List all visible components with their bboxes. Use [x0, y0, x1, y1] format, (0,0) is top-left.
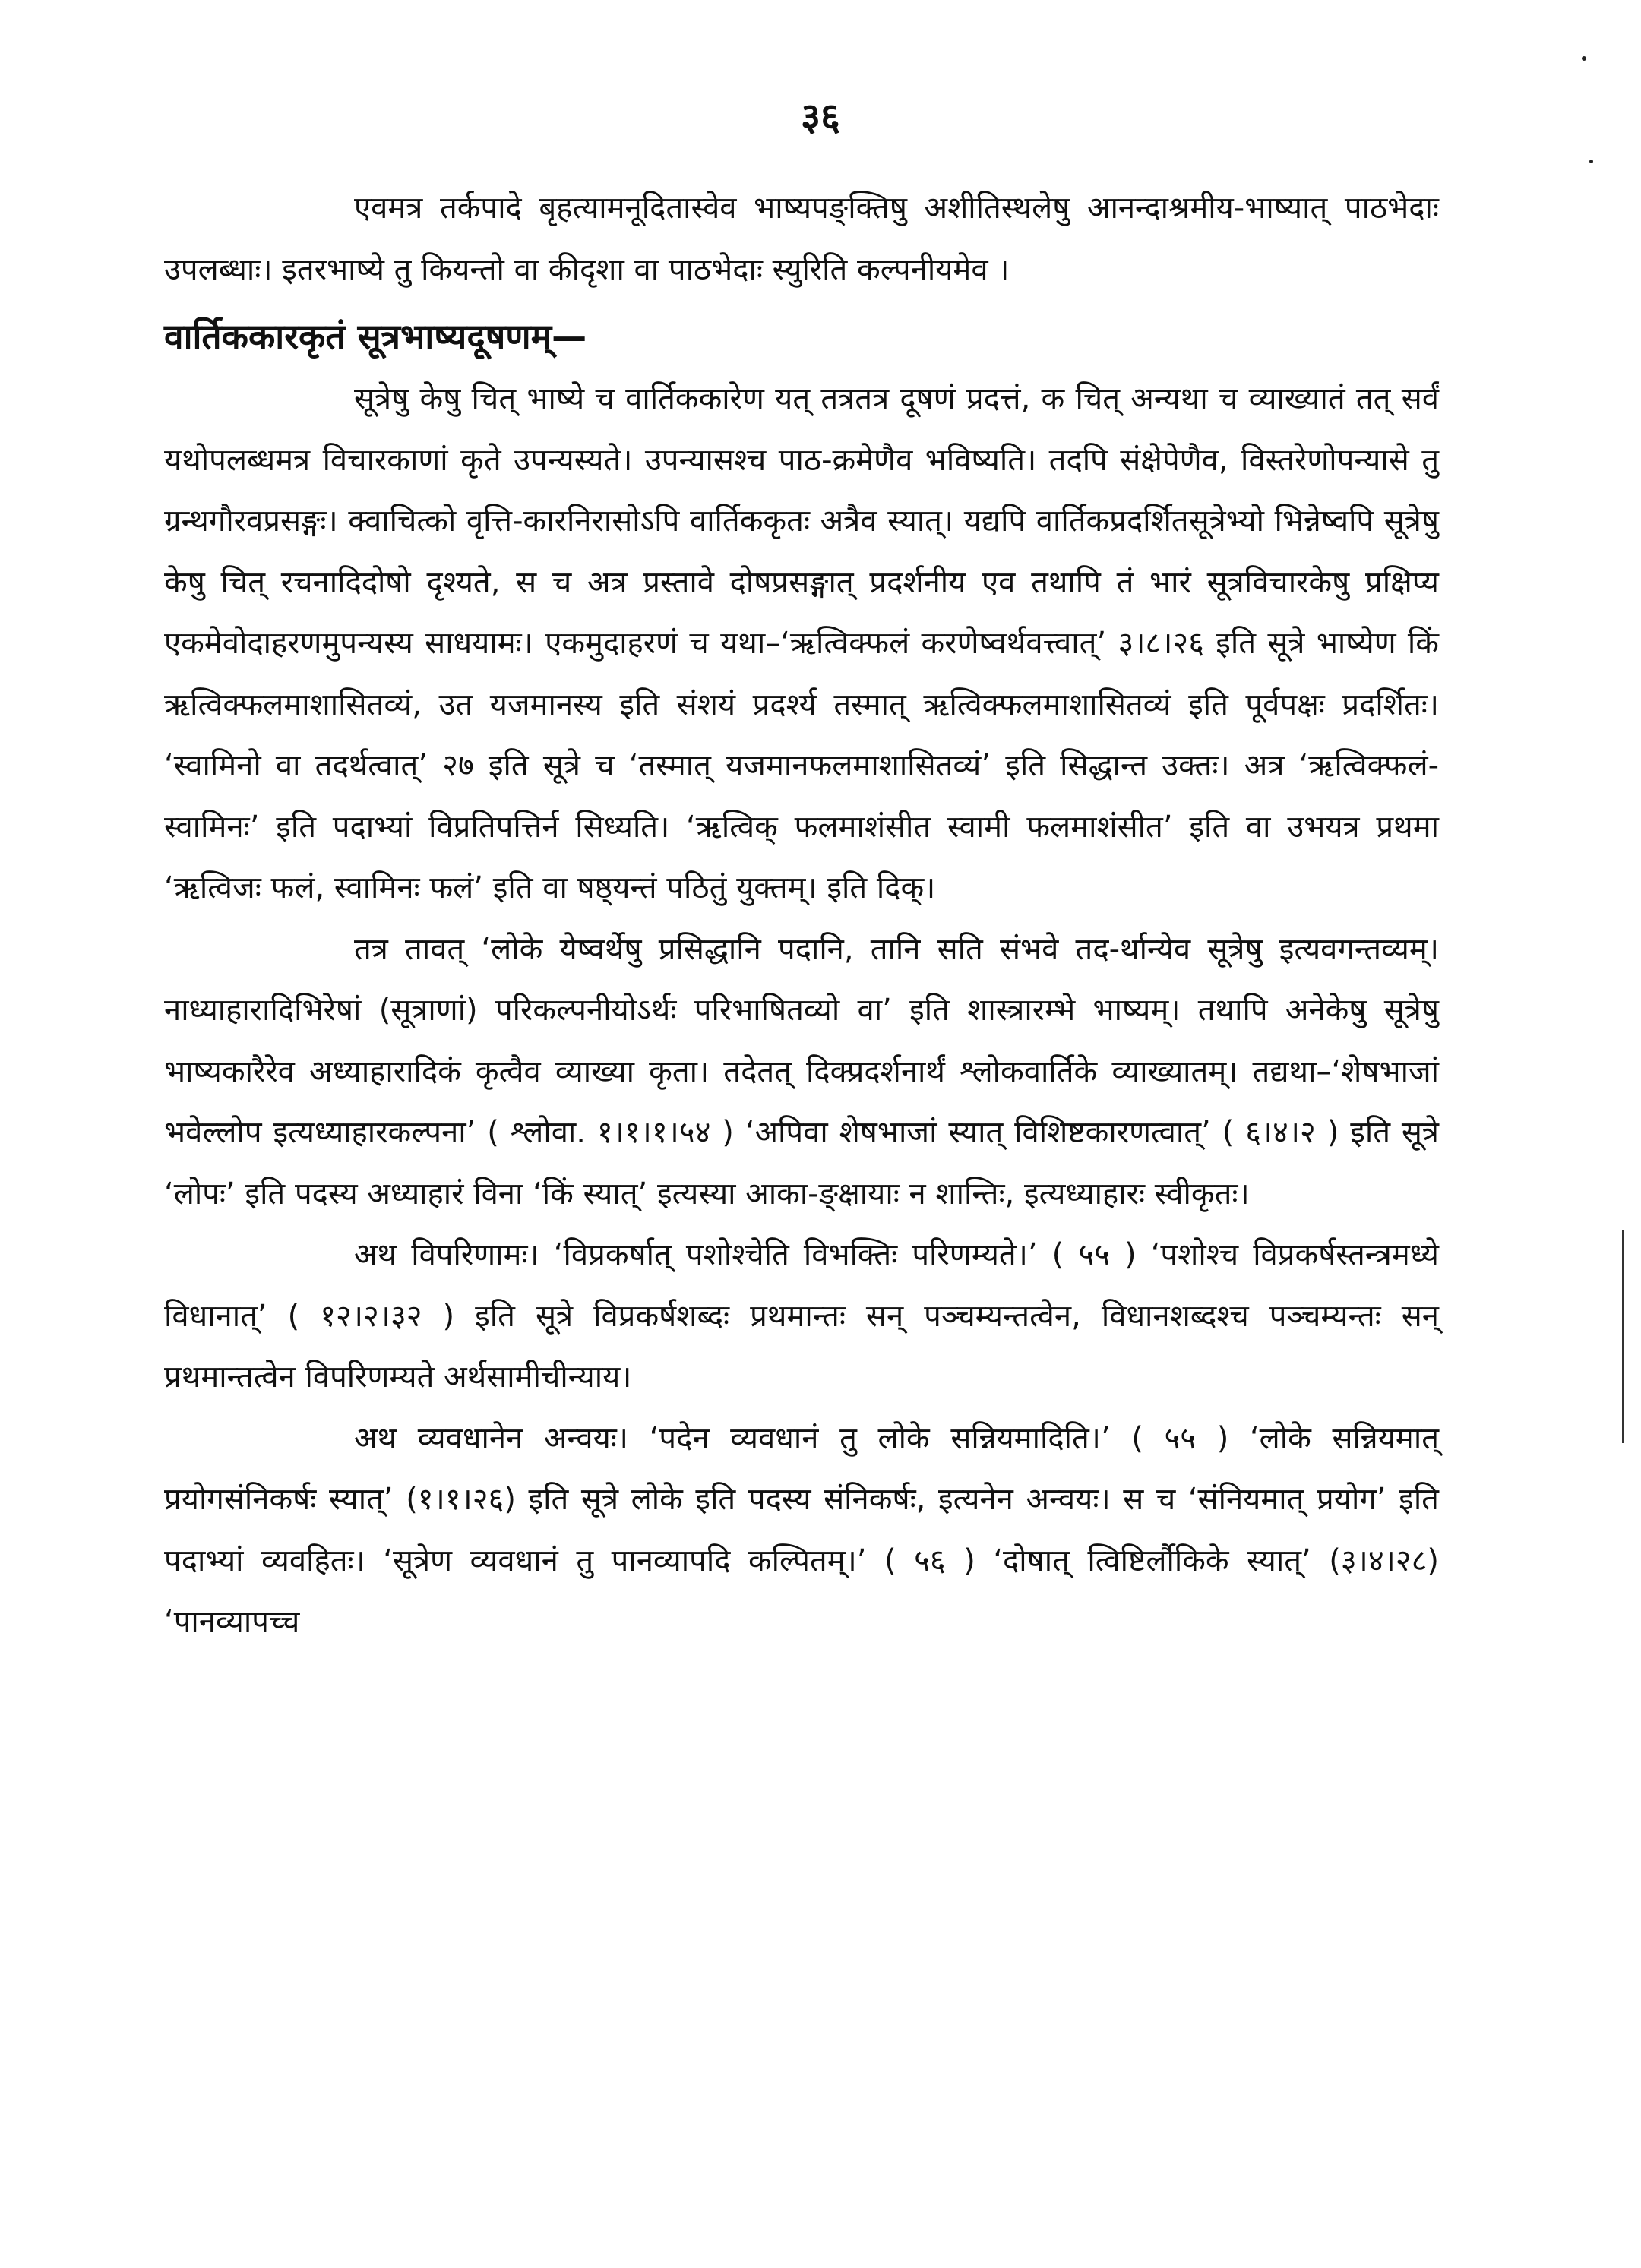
margin-scan-line: [1622, 1230, 1624, 1443]
paragraph-adhyahara: तत्र तावत् ‘लोके येष्वर्थेषु प्रसिद्धानि पदानि, तानि सति संभवे तद-र्थान्येव सूत्रेषु इत्यवगन्तव्यम्। नाध्याहारादिभिरेषां (सूत्राणां) परिकल्पनीयोऽर्थः परिभाषितव्यो वा’ इति शास्त्रारम्भे भाष्यम्। तथापि अनेकेषु सूत्रेषु भाष्यकारैरेव अध्याहारादिकं कृत्वैव व्याख्या कृता। तदेतत् दिक्प्रदर्शनार्थं श्लोकवार्तिके व्याख्यातम्। तद्यथा–‘शेषभाजां भवेल्लोप इत्यध्याहारकल्पना’ ( श्लोवा. १।१।१।५४ ) ‘अपिवा शेषभाजां स्यात् विशिष्टकारणत्वात्’ ( ६।४।२ ) इति सूत्रे ‘लोपः’ इति पदस्य अध्याहारं विना ‘किं स्यात्’ इत्यस्या आका-ङ्क्षायाः न शान्तिः, इत्यध्याहारः स्वीकृतः।: [164, 931, 1439, 1211]
page-number: ३६: [801, 95, 840, 139]
scan-speck: [1582, 56, 1586, 61]
page-body: [164, 178, 1439, 1653]
section-heading: वार्तिककारकृतं सूत्रभाष्यदूषणम्—: [164, 316, 587, 357]
paragraph-varttika-criticism: सूत्रेषु केषु चित् भाष्ये च वार्तिककारेण यत् तत्रतत्र दूषणं प्रदत्तं, क चित् अन्यथा च व्याख्यातं तत् सर्वं यथोपलब्धमत्र विचारकाणां कृते उपन्यस्यते। उपन्यासश्च पाठ-क्रमेणैव भविष्यति। तदपि संक्षेपेणैव, विस्तरेणोपन्यासे तु ग्रन्थगौरवप्रसङ्गः। क्वाचित्को वृत्ति-कारनिरासोऽपि वार्तिककृतः अत्रैव स्यात्। यद्यपि वार्तिकप्रदर्शितसूत्रेभ्यो भिन्नेष्वपि सूत्रेषु केषु चित् रचनादिदोषो दृश्यते, स च अत्र प्रस्तावे दोषप्रसङ्गात् प्रदर्शनीय एव तथापि तं भारं सूत्रविचारकेषु प्रक्षिप्य एकमेवोदाहरणमुपन्यस्य साधयामः। एकमुदाहरणं च यथा–‘ऋत्विक्फलं करणेष्वर्थवत्त्वात्’ ३।८।२६ इति सूत्रे भाष्येण किं ऋत्विक्फलमाशासितव्यं, उत यजमानस्य इति संशयं प्रदर्श्य तस्मात् ऋत्विक्फलमाशासितव्यं इति पूर्वपक्षः प्रदर्शितः। ‘स्वामिनो वा तदर्थत्वात्’ २७ इति सूत्रे च ‘तस्मात् यजमानफलमाशासितव्यं’ इति सिद्धान्त उक्तः। अत्र ‘ऋत्विक्फलं-स्वामिनः’ इति पदाभ्यां विप्रतिपत्तिर्न सिध्यति। ‘ऋत्विक् फलमाशंसीत स्वामी फलमाशंसीत’ इति वा उभयत्र प्रथमा ‘ऋत्विजः फलं, स्वामिनः फलं’ इति वा षष्ठ्यन्तं पठितुं युक्तम्। इति दिक्।: [164, 381, 1439, 905]
paragraph-vyavadhana: अथ व्यवधानेन अन्वयः। ‘पदेन व्यवधानं तु लोके सन्नियमादिति।’ ( ५५ ) ‘लोके सन्नियमात् प्रयोगसंनिकर्षः स्यात्’ (१।१।२६) इति सूत्रे लोके इति पदस्य संनिकर्षः, इत्यनेन अन्वयः। स च ‘संनियमात् प्रयोग’ इति पदाभ्यां व्यवहितः। ‘सूत्रेण व्यवधानं तु पानव्यापदि कल्पितम्।’ ( ५६ ) ‘दोषात् त्विष्टिर्लौकिके स्यात्’ (३।४।२८) ‘पानव्यापच्च: [164, 1420, 1439, 1639]
paragraph-intro: एवमत्र तर्कपादे बृहत्यामनूदितास्वेव भाष्यपङ्क्तिषु अशीतिस्थलेषु आनन्दाश्रमीय-भाष्यात् पाठभेदाः उपलब्धाः। इतरभाष्ये तु कियन्तो वा कीदृशा वा पाठभेदाः स्युरिति कल्पनीयमेव ।: [164, 191, 1439, 287]
scan-speck: [1589, 160, 1593, 163]
paragraph-viparinama: अथ विपरिणामः। ‘विप्रकर्षात् पशोश्चेति विभक्तिः परिणम्यते।’ ( ५५ ) ‘पशोश्च विप्रकर्षस्तन्त्रमध्ये विधानात्’ ( १२।२।३२ ) इति सूत्रे विप्रकर्षशब्दः प्रथमान्तः सन् पञ्चम्यन्तत्वेन, विधानशब्दश्च पञ्चम्यन्तः सन् प्रथमान्तत्वेन विपरिणम्यते अर्थसामीचीन्याय।: [164, 1237, 1439, 1395]
